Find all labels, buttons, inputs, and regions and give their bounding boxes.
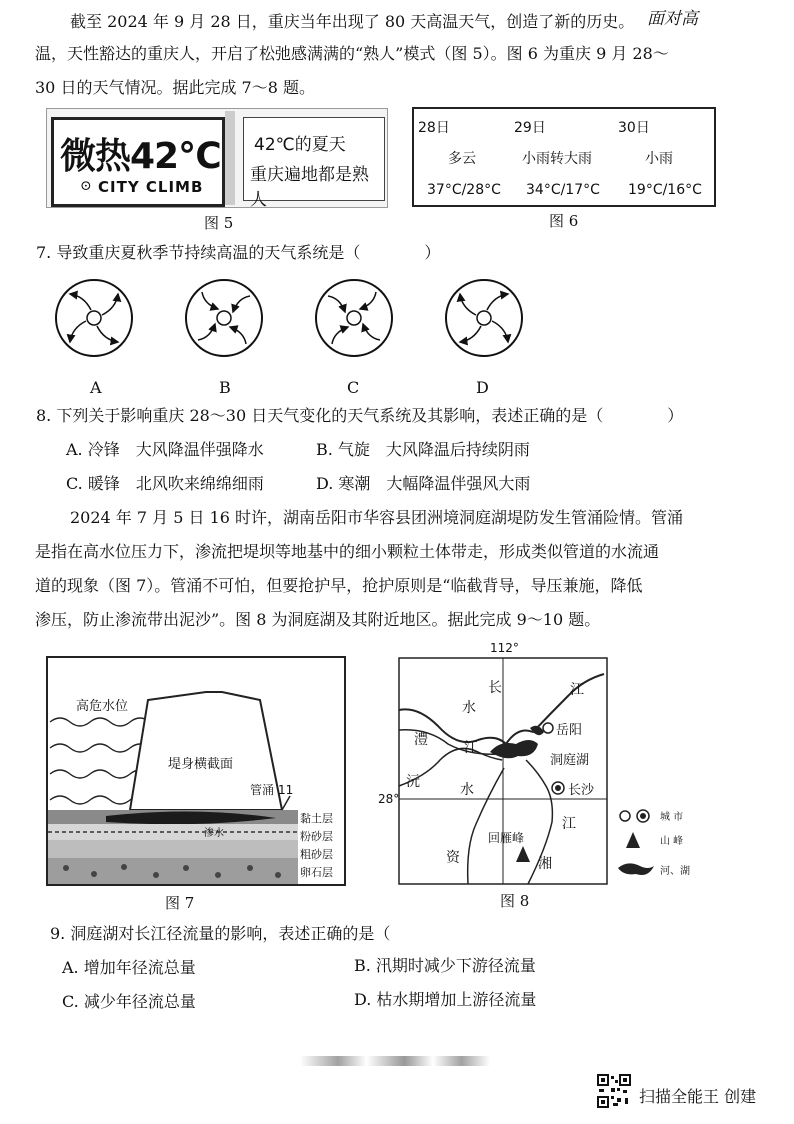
- fig8-legend: [618, 810, 690, 877]
- fig8-legend-river-lake: 河、湖: [660, 866, 690, 877]
- fig8-yueyang-marker: [543, 723, 553, 733]
- fig7-seep-label: 渗水: [204, 828, 224, 839]
- peak-legend-icon: [626, 832, 640, 848]
- footer-page-info-smudge: [300, 1056, 490, 1066]
- q8-option-c[interactable]: C. 暖锋 北风吹来绵绵细雨: [66, 474, 264, 493]
- fig8-caption: 图 8: [500, 892, 530, 910]
- fig5-sign-right-line2: 重庆遍地都是熟人: [250, 165, 369, 210]
- q9-option-d[interactable]: D. 枯水期增加上游径流量: [354, 990, 537, 1009]
- option-b-pressure-system-icon: [186, 280, 262, 356]
- fig8-label-shui1: 水: [462, 700, 476, 716]
- fig5-sign-left: [51, 117, 225, 207]
- fig5-sign-left-main: 微热42℃: [60, 136, 221, 177]
- fig6-day2-temp: 34°C/17°C: [526, 182, 600, 198]
- option-c-pressure-system-icon: [316, 280, 392, 356]
- q8-option-d[interactable]: D. 寒潮 大幅降温伴强风大雨: [316, 474, 531, 493]
- intro2-line2: 是指在高水位压力下，渗流把堤坝等地基中的细小颗粒土体带走，形成类似管道的水流通: [35, 542, 660, 561]
- fig8-label-shui2: 水: [460, 782, 474, 798]
- fig8-label-xiang: 湘: [538, 856, 552, 872]
- fig8-label-changsha: 长沙: [568, 783, 595, 798]
- fig7-layer-pebble: 卵石层: [300, 866, 333, 879]
- fig8-label-jiang1: 江: [570, 682, 584, 698]
- q7-label-b: B: [219, 378, 231, 397]
- fig6-caption: 图 6: [549, 212, 579, 230]
- q8-option-b[interactable]: B. 气旋 大风降温后持续阴雨: [316, 440, 530, 459]
- q8-stem: 8. 下列关于影响重庆 28～30 日天气变化的天气系统及其影响，表述正确的是（ ）: [36, 406, 684, 425]
- fig6-day3-temp: 19°C/16°C: [628, 182, 702, 198]
- river-lake-legend-icon: [618, 863, 654, 875]
- q7-diagrams: [40, 272, 560, 372]
- fig8-label-zi: 资: [446, 850, 460, 866]
- fig8-label-chang: 长: [488, 680, 502, 696]
- q8-option-a[interactable]: A. 冷锋 大风降温伴强降水: [66, 440, 264, 459]
- fig8-label-jiang3: 江: [562, 816, 576, 832]
- fig7-dam-label: 堤身横截面: [168, 757, 234, 772]
- fig6-day2-weather: 小雨转大雨: [522, 151, 592, 167]
- fig5-sign-right-line1: 42℃的夏天: [254, 135, 346, 155]
- fig6-day3-weather: 小雨: [645, 151, 673, 167]
- fig8-label-yuan: 沅: [406, 774, 420, 790]
- option-a-pressure-system-icon: [56, 280, 132, 356]
- fig6-day1-temp: 37°C/28°C: [427, 182, 501, 198]
- fig8-legend-peak: 山 峰: [660, 836, 684, 847]
- intro1-line2: 温，天性豁达的重庆人，开启了松弛感满满的“熟人”模式（图 5）。图 6 为重庆 9 月 28～: [35, 44, 669, 63]
- intro2-line1: 2024 年 7 月 5 日 16 时许，湖南岳阳市华容县团洲境洞庭湖堤防发生管涌险情。管涌: [70, 508, 684, 527]
- fig8-label-jiang2: 江: [464, 740, 478, 756]
- fig8-legend-city: 城 市: [660, 812, 684, 823]
- intro1-line3: 30 日的天气情况。据此完成 7～8 题。: [35, 78, 315, 97]
- qr-code-icon: [597, 1074, 631, 1108]
- intro2-line4: 渗压，防止渗流带出泥沙”。图 8 为洞庭湖及其附近地区。据此完成 9～10 题。: [35, 610, 601, 629]
- fig8-label-yueyang: 岳阳: [556, 723, 583, 738]
- fig7-caption: 图 7: [165, 894, 195, 912]
- fig8-latitude-label: 28°: [378, 792, 400, 806]
- q7-label-c: C: [347, 378, 360, 397]
- q7-label-a: A: [90, 378, 102, 397]
- watermark-text: 扫描全能王 创建: [639, 1087, 757, 1106]
- fig5-caption: 图 5: [204, 214, 234, 232]
- location-pin-icon: ⊙: [80, 178, 92, 194]
- fig7-layer-clay: 黏土层: [300, 812, 333, 825]
- fig7-layer-silt: 粉砂层: [300, 830, 333, 843]
- fig6-day3-date: 30日: [618, 120, 650, 136]
- fig7-piping-label: 管涌: [250, 783, 275, 797]
- fig6-day1-weather: 多云: [448, 151, 476, 167]
- fig7-pebble-layer: [48, 858, 298, 884]
- fig5-sign-right: [243, 117, 385, 210]
- q7-label-d: D: [476, 378, 489, 397]
- q9-option-a[interactable]: A. 增加年径流总量: [62, 958, 196, 977]
- fig7-water-label: 高危水位: [76, 699, 129, 714]
- option-d-pressure-system-icon: [446, 280, 522, 356]
- fig7-coarse-sand-layer: [48, 840, 298, 858]
- handwritten-note: 面对高: [647, 9, 698, 29]
- q9-stem: 9. 洞庭湖对长江径流量的影响，表述正确的是（: [50, 924, 391, 943]
- fig7-piping-diagram: [46, 656, 346, 886]
- fig7-layer-coarse-sand: 粗砂层: [300, 848, 333, 861]
- q9-option-b[interactable]: B. 汛期时减少下游径流量: [354, 956, 536, 975]
- fig8-map: [378, 636, 718, 886]
- fig5-photo: [46, 108, 388, 208]
- fig6-day1-date: 28日: [418, 120, 450, 136]
- svg-text:11: 11: [278, 783, 294, 797]
- fig5-pole: [225, 111, 235, 205]
- fig5-sign-left-sub: CITY CLIMB: [98, 178, 204, 196]
- fig6-day2-date: 29日: [514, 120, 546, 136]
- fig8-longitude-label: 112°: [490, 641, 519, 655]
- fig8-label-li: 澧: [414, 732, 428, 748]
- q9-option-c[interactable]: C. 减少年径流总量: [62, 992, 196, 1011]
- intro1-line1: 截至 2024 年 9 月 28 日，重庆当年出现了 80 天高温天气，创造了新的历史。: [70, 12, 635, 31]
- city-legend-icon: [620, 811, 630, 821]
- fig8-label-huiyanfeng: 回雁峰: [488, 831, 525, 845]
- fig8-label-dongtinghu: 洞庭湖: [550, 753, 590, 768]
- intro2-line3: 道的现象（图 7）。管涌不可怕，但要抢护早，抢护原则是“临截背导，导压兼施，降低: [35, 576, 643, 595]
- q7-stem: 7. 导致重庆夏秋季节持续高温的天气系统是（ ）: [36, 243, 441, 262]
